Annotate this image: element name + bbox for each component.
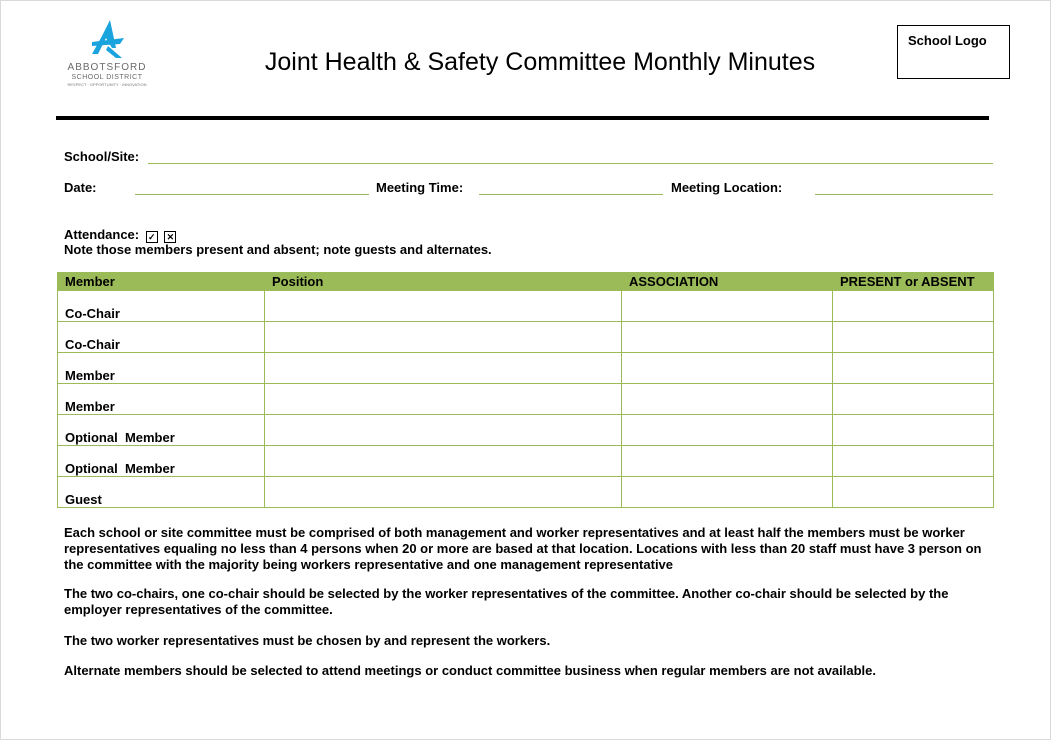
member-cell: Optional Member (58, 415, 265, 446)
logo-subtitle: SCHOOL DISTRICT (71, 74, 143, 81)
school-site-field[interactable] (148, 163, 993, 164)
present-absent-cell[interactable] (833, 353, 994, 384)
table-row (58, 353, 994, 384)
association-cell[interactable] (622, 353, 833, 384)
association-cell[interactable] (622, 291, 833, 322)
x-box-icon: ✕ (164, 231, 176, 243)
school-logo-placeholder (897, 25, 1010, 79)
meeting-time-field[interactable] (479, 194, 663, 195)
table-row (58, 322, 994, 353)
attendance-label: Attendance: (64, 227, 140, 242)
meeting-time-label: Meeting Time: (376, 180, 464, 195)
school-logo-label: School Logo (908, 33, 987, 48)
table-header-row (58, 273, 994, 291)
position-cell[interactable] (265, 446, 622, 477)
present-absent-cell[interactable] (833, 477, 994, 508)
present-absent-cell[interactable] (833, 291, 994, 322)
header-association: ASSOCIATION (622, 273, 833, 291)
position-cell[interactable] (265, 384, 622, 415)
worker-representatives-paragraph: The two worker representatives must be chosen by and represent the workers. (64, 633, 551, 648)
association-cell[interactable] (622, 446, 833, 477)
table-row (58, 477, 994, 508)
committee-composition-paragraph: Each school or site committee must be comprised of both management and worker representatives and at least half the members must be worker representatives equaling no less than 4 persons when 20 or more are based at that location. Locations with less than 20 staff must have 3 person on the committee with the majority being workers representative and one management representative (64, 525, 982, 572)
present-absent-cell[interactable] (833, 322, 994, 353)
position-cell[interactable] (265, 415, 622, 446)
member-cell: Optional Member (58, 446, 265, 477)
meeting-location-label: Meeting Location: (671, 180, 783, 195)
attendance-row (64, 227, 176, 243)
logo-name: ABBOTSFORD (67, 62, 147, 73)
position-cell[interactable] (265, 291, 622, 322)
checkmark-box-icon: ✓ (146, 231, 158, 243)
present-absent-cell[interactable] (833, 415, 994, 446)
member-cell: Guest (58, 477, 265, 508)
present-absent-cell[interactable] (833, 446, 994, 477)
co-chairs-paragraph: The two co-chairs, one co-chair should be selected by the worker representatives of the committee. Another co-chair should be selected by the employer representatives of the committee. (64, 586, 949, 617)
table-row (58, 446, 994, 477)
table-row (58, 384, 994, 415)
table-row (58, 291, 994, 322)
association-cell[interactable] (622, 322, 833, 353)
position-cell[interactable] (265, 353, 622, 384)
header-divider (56, 116, 989, 120)
position-cell[interactable] (265, 322, 622, 353)
member-cell: Co-Chair (58, 322, 265, 353)
table-row (58, 415, 994, 446)
association-cell[interactable] (622, 384, 833, 415)
member-cell: Co-Chair (58, 291, 265, 322)
header-position: Position (265, 273, 622, 291)
association-cell[interactable] (622, 477, 833, 508)
date-label: Date: (64, 180, 97, 195)
date-field[interactable] (135, 194, 369, 195)
alternate-members-paragraph: Alternate members should be selected to attend meetings or conduct committee business when regular members are not available. (64, 663, 877, 678)
present-absent-cell[interactable] (833, 384, 994, 415)
position-cell[interactable] (265, 477, 622, 508)
attendance-note: Note those members present and absent; note guests and alternates. (64, 242, 492, 257)
school-site-label: School/Site: (64, 149, 140, 164)
attendance-table (57, 272, 994, 508)
member-cell: Member (58, 353, 265, 384)
header-member: Member (58, 273, 265, 291)
logo-tagline: RESPECT · OPPORTUNITY · INNOVATION (67, 82, 147, 87)
meeting-location-field[interactable] (815, 194, 993, 195)
member-cell: Member (58, 384, 265, 415)
page-title: Joint Health & Safety Committee Monthly Minutes (264, 48, 816, 76)
header-present-absent: PRESENT or ABSENT (833, 273, 994, 291)
association-cell[interactable] (622, 415, 833, 446)
